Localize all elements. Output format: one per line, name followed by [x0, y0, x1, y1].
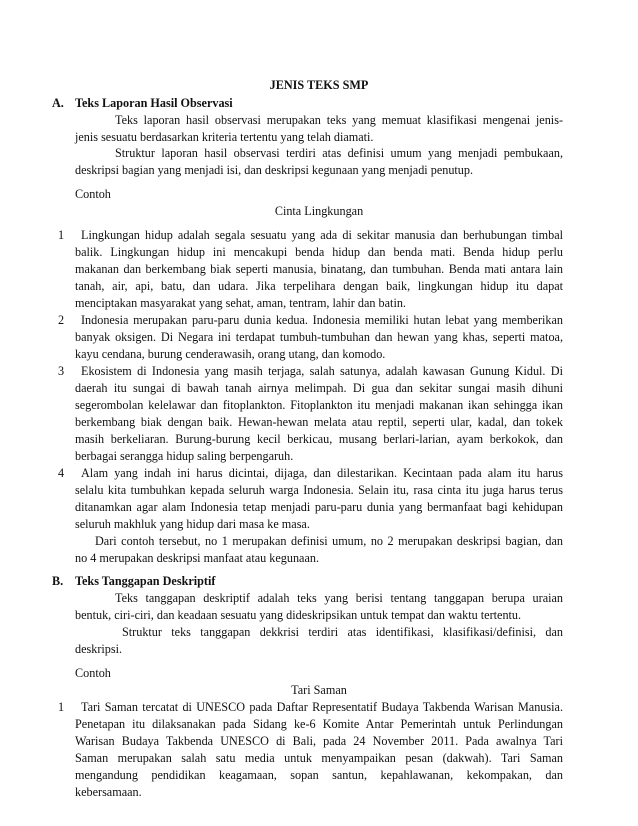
list-item-line: Lingkungan hidup adalah segala sesuatu yang ada di sekitar manusia dan berhubungan timbal	[81, 228, 563, 242]
section-b-intro-line: Teks tanggapan deskriptif adalah teks yang berisi tentang tanggapan berupa uraian	[115, 591, 563, 605]
list-item-line: Indonesia merupakan paru-paru dunia kedua. Indonesia memiliki hutan lebat yang memberikan	[81, 313, 563, 327]
section-b-example-title: Tari Saman	[291, 683, 347, 697]
list-item-line: Ekosistem di Indonesia yang masih terjaga, salah satunya, adalah kawasan Gunung Kidul. Di	[81, 364, 563, 378]
list-item-line: kebersamaan.	[75, 785, 142, 799]
section-a-intro-line: deskripsi bagian yang menjadi isi, dan deskripsi kegunaan yang menjadi penutup.	[75, 163, 474, 177]
section-b-intro-line: bentuk, ciri-ciri, dan keadaan sesuatu yang dideskripsikan untuk tempat dan waktu tertentu.	[75, 608, 522, 622]
list-item-line: selalu kita tumbuhkan kepada seluruh warga Indonesia. Selain itu, rasa cinta itu juga harus terus	[75, 483, 563, 497]
section-a-example-title: Cinta Lingkungan	[274, 204, 364, 218]
section-b-marker: B.	[52, 574, 64, 588]
list-item-line: berkembang biak dengan baik. Hewan-hewan melata atau reptil, seperti ular, kadal, dan tokek	[75, 415, 563, 429]
section-b-intro-line: Struktur teks tanggapan dekkrisi terdiri atas identifikasi, klasifikasi/definisi, dan	[122, 625, 563, 639]
list-item-number: 1	[58, 700, 65, 714]
section-a-closing-line: no 4 merupakan deskripsi manfaat atau kegunaan.	[75, 551, 319, 565]
list-item-line: ditanamkan agar alam Indonesia tetap menjadi paru-paru dunia yang bermanfaat bagi kehidupan	[75, 500, 563, 514]
list-item-line: masih berkeliaran. Burung-burung kecil berkicau, musang berlari-larian, ayam berkokok, dan	[75, 432, 563, 446]
list-item-line: banyak oksigen. Di Negara ini terdapat tumbuh-tumbuhan dan hewan yang khas, seperti matoa,	[75, 330, 563, 344]
list-item-number: 3	[58, 364, 65, 378]
list-item-number: 1	[58, 228, 65, 242]
list-item-line: kayu cendana, burung cenderawasih, orang utang, dan komodo.	[75, 347, 386, 361]
list-item-line: Warisan Budaya Takbenda UNESCO di Bali, pada 24 November 2011. Pada awalnya Tari	[75, 734, 563, 748]
section-a-closing-line: Dari contoh tersebut, no 1 merupakan definisi umum, no 2 merupakan deskripsi bagian, dan	[95, 534, 563, 548]
list-item-line: Penetapan itu dilaksanakan pada Sidang ke-6 Komite Antar Pemerintah untuk Perlindungan	[75, 717, 563, 731]
section-a-intro-line: Teks laporan hasil observasi merupakan teks yang memuat klasifikasi mengenai jenis-	[115, 113, 563, 127]
list-item-line: Saman merupakan salah satu media untuk menyampaikan pesan (dakwah). Tari Saman	[75, 751, 563, 765]
section-a-heading: Teks Laporan Hasil Observasi	[75, 96, 233, 110]
list-item-line: makanan dan berkembang biak seperti manusia, binatang, dan tumbuhan. Benda mati antara lain	[75, 262, 563, 276]
list-item-number: 2	[58, 313, 65, 327]
list-item-line: tanah, air, api, batu, dan udara. Jika terpelihara dengan baik, lingkungan hidup itu dapat	[75, 279, 563, 293]
section-a-marker: A.	[52, 96, 64, 110]
section-a-intro-line: Struktur laporan hasil observasi terdiri atas definisi umum yang menjadi pembukaan,	[115, 146, 563, 160]
section-a-intro-line: jenis sesuatu berdasarkan kriteria tertentu yang telah diamati.	[75, 130, 374, 144]
list-item-line: Alam yang indah ini harus dicintai, dijaga, dan dilestarikan. Kecintaan pada alam itu harus	[81, 466, 563, 480]
list-item-line: menciptakan masyarakat yang sehat, aman, tentram, lahir dan batin.	[75, 296, 406, 310]
section-b-heading: Teks Tanggapan Deskriptif	[75, 574, 216, 588]
section-a-contoh-label: Contoh	[75, 187, 111, 201]
list-item-line: seluruh makhluk yang hidup dari masa ke masa.	[75, 517, 310, 531]
section-b-contoh-label: Contoh	[75, 666, 111, 680]
list-item-line: daerah itu sungai di bawah tanah airnya melimpah. Di gua dan sekitar sungai masih dihuni	[75, 381, 563, 395]
list-item-line: segerombolan kelelawar dan fitoplankton. Fitoplankton itu menjadi makanan ikan sehingga ikan	[75, 398, 563, 412]
list-item-line: Tari Saman tercatat di UNESCO pada Daftar Representatif Budaya Takbenda Warisan Manusia.	[81, 700, 563, 714]
list-item-number: 4	[58, 466, 65, 480]
list-item-line: berbagai serangga hidup saling berpengaruh.	[75, 449, 294, 463]
section-b-intro-line: deskripsi.	[75, 642, 123, 656]
list-item-line: mengandung pendidikan keagamaan, sopan santun, kepahlawanan, kekompakan, dan	[75, 768, 563, 782]
list-item-line: balik. Lingkungan hidup ini mencakupi benda hidup dan benda mati. Benda hidup perlu	[75, 245, 563, 259]
document-title: JENIS TEKS SMP	[269, 78, 369, 92]
